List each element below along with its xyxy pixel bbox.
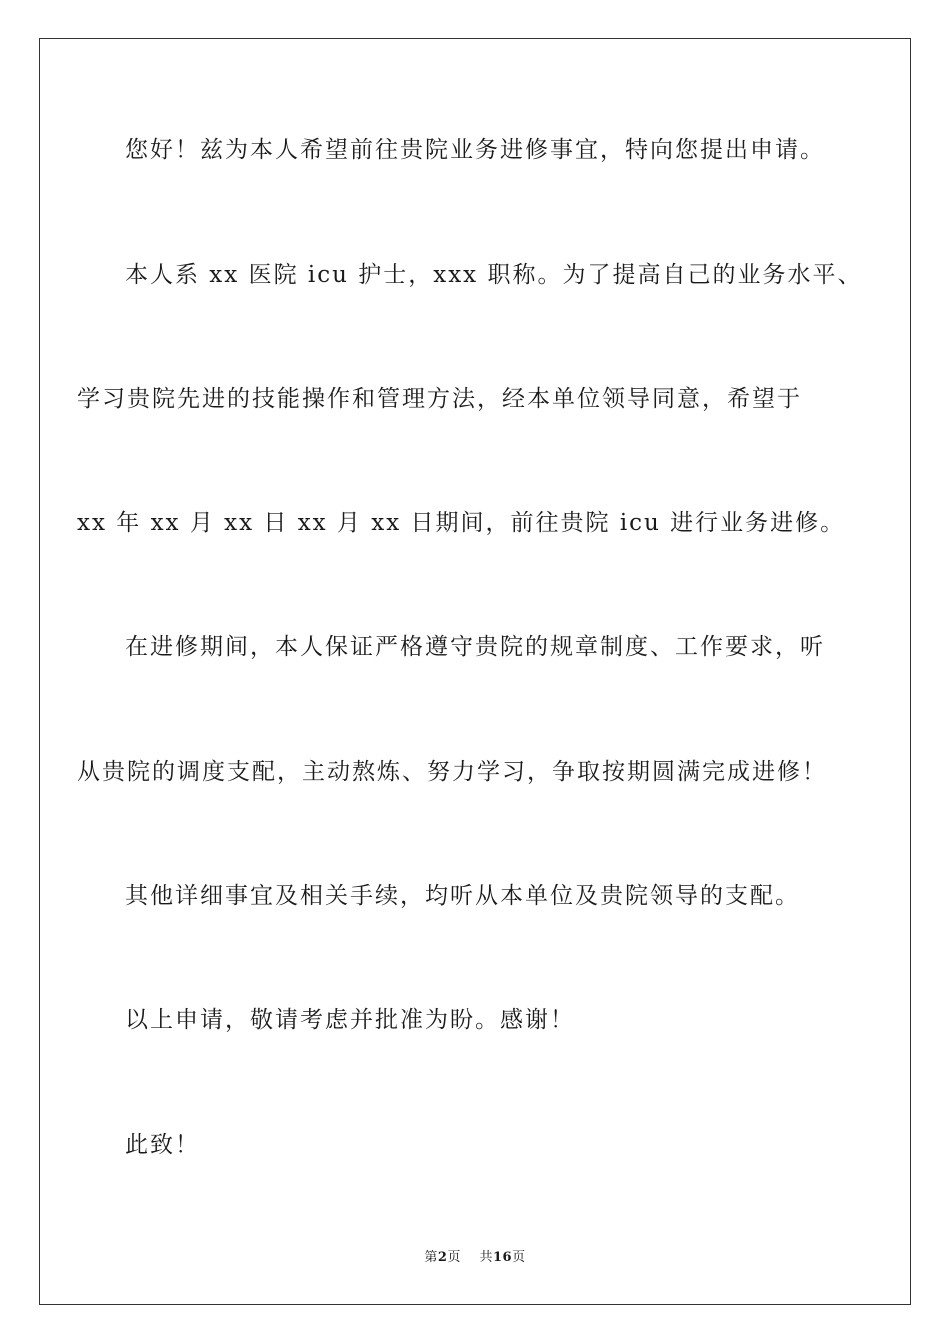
paragraph-line: 以上申请，敬请考虑并批准为盼。感谢！ — [125, 1007, 575, 1033]
page-number: 2 — [437, 1250, 448, 1265]
paragraph-line: 您好！兹为本人希望前往贵院业务进修事宜，特向您提出申请。 — [125, 137, 825, 163]
paragraph-line: 在进修期间，本人保证严格遵守贵院的规章制度、工作要求，听 — [125, 634, 825, 660]
paragraph-line: 学习贵院先进的技能操作和管理方法，经本单位领导同意，希望于 — [77, 386, 802, 412]
closing-line: 此致！ — [125, 1132, 200, 1158]
paragraph-line: 从贵院的调度支配，主动熬炼、努力学习，争取按期圆满完成进修！ — [77, 759, 827, 785]
page-suffix: 页 — [447, 1250, 461, 1265]
total-pages: 16 — [493, 1250, 513, 1265]
paragraph-line: 其他详细事宜及相关手续，均听从本单位及贵院领导的支配。 — [125, 883, 800, 909]
paragraph-line: xx 年 xx 月 xx 日 xx 月 xx 日期间，前往贵院 icu 进行业务进修。 — [77, 510, 846, 536]
total-suffix: 页 — [512, 1250, 526, 1265]
page-footer — [0, 1249, 950, 1267]
page-prefix: 第 — [424, 1250, 438, 1265]
page-border — [39, 38, 911, 1305]
paragraph-line: 本人系 xx 医院 icu 护士，xxx 职称。为了提高自己的业务水平、 — [125, 262, 863, 288]
total-prefix: 共 — [479, 1250, 493, 1265]
